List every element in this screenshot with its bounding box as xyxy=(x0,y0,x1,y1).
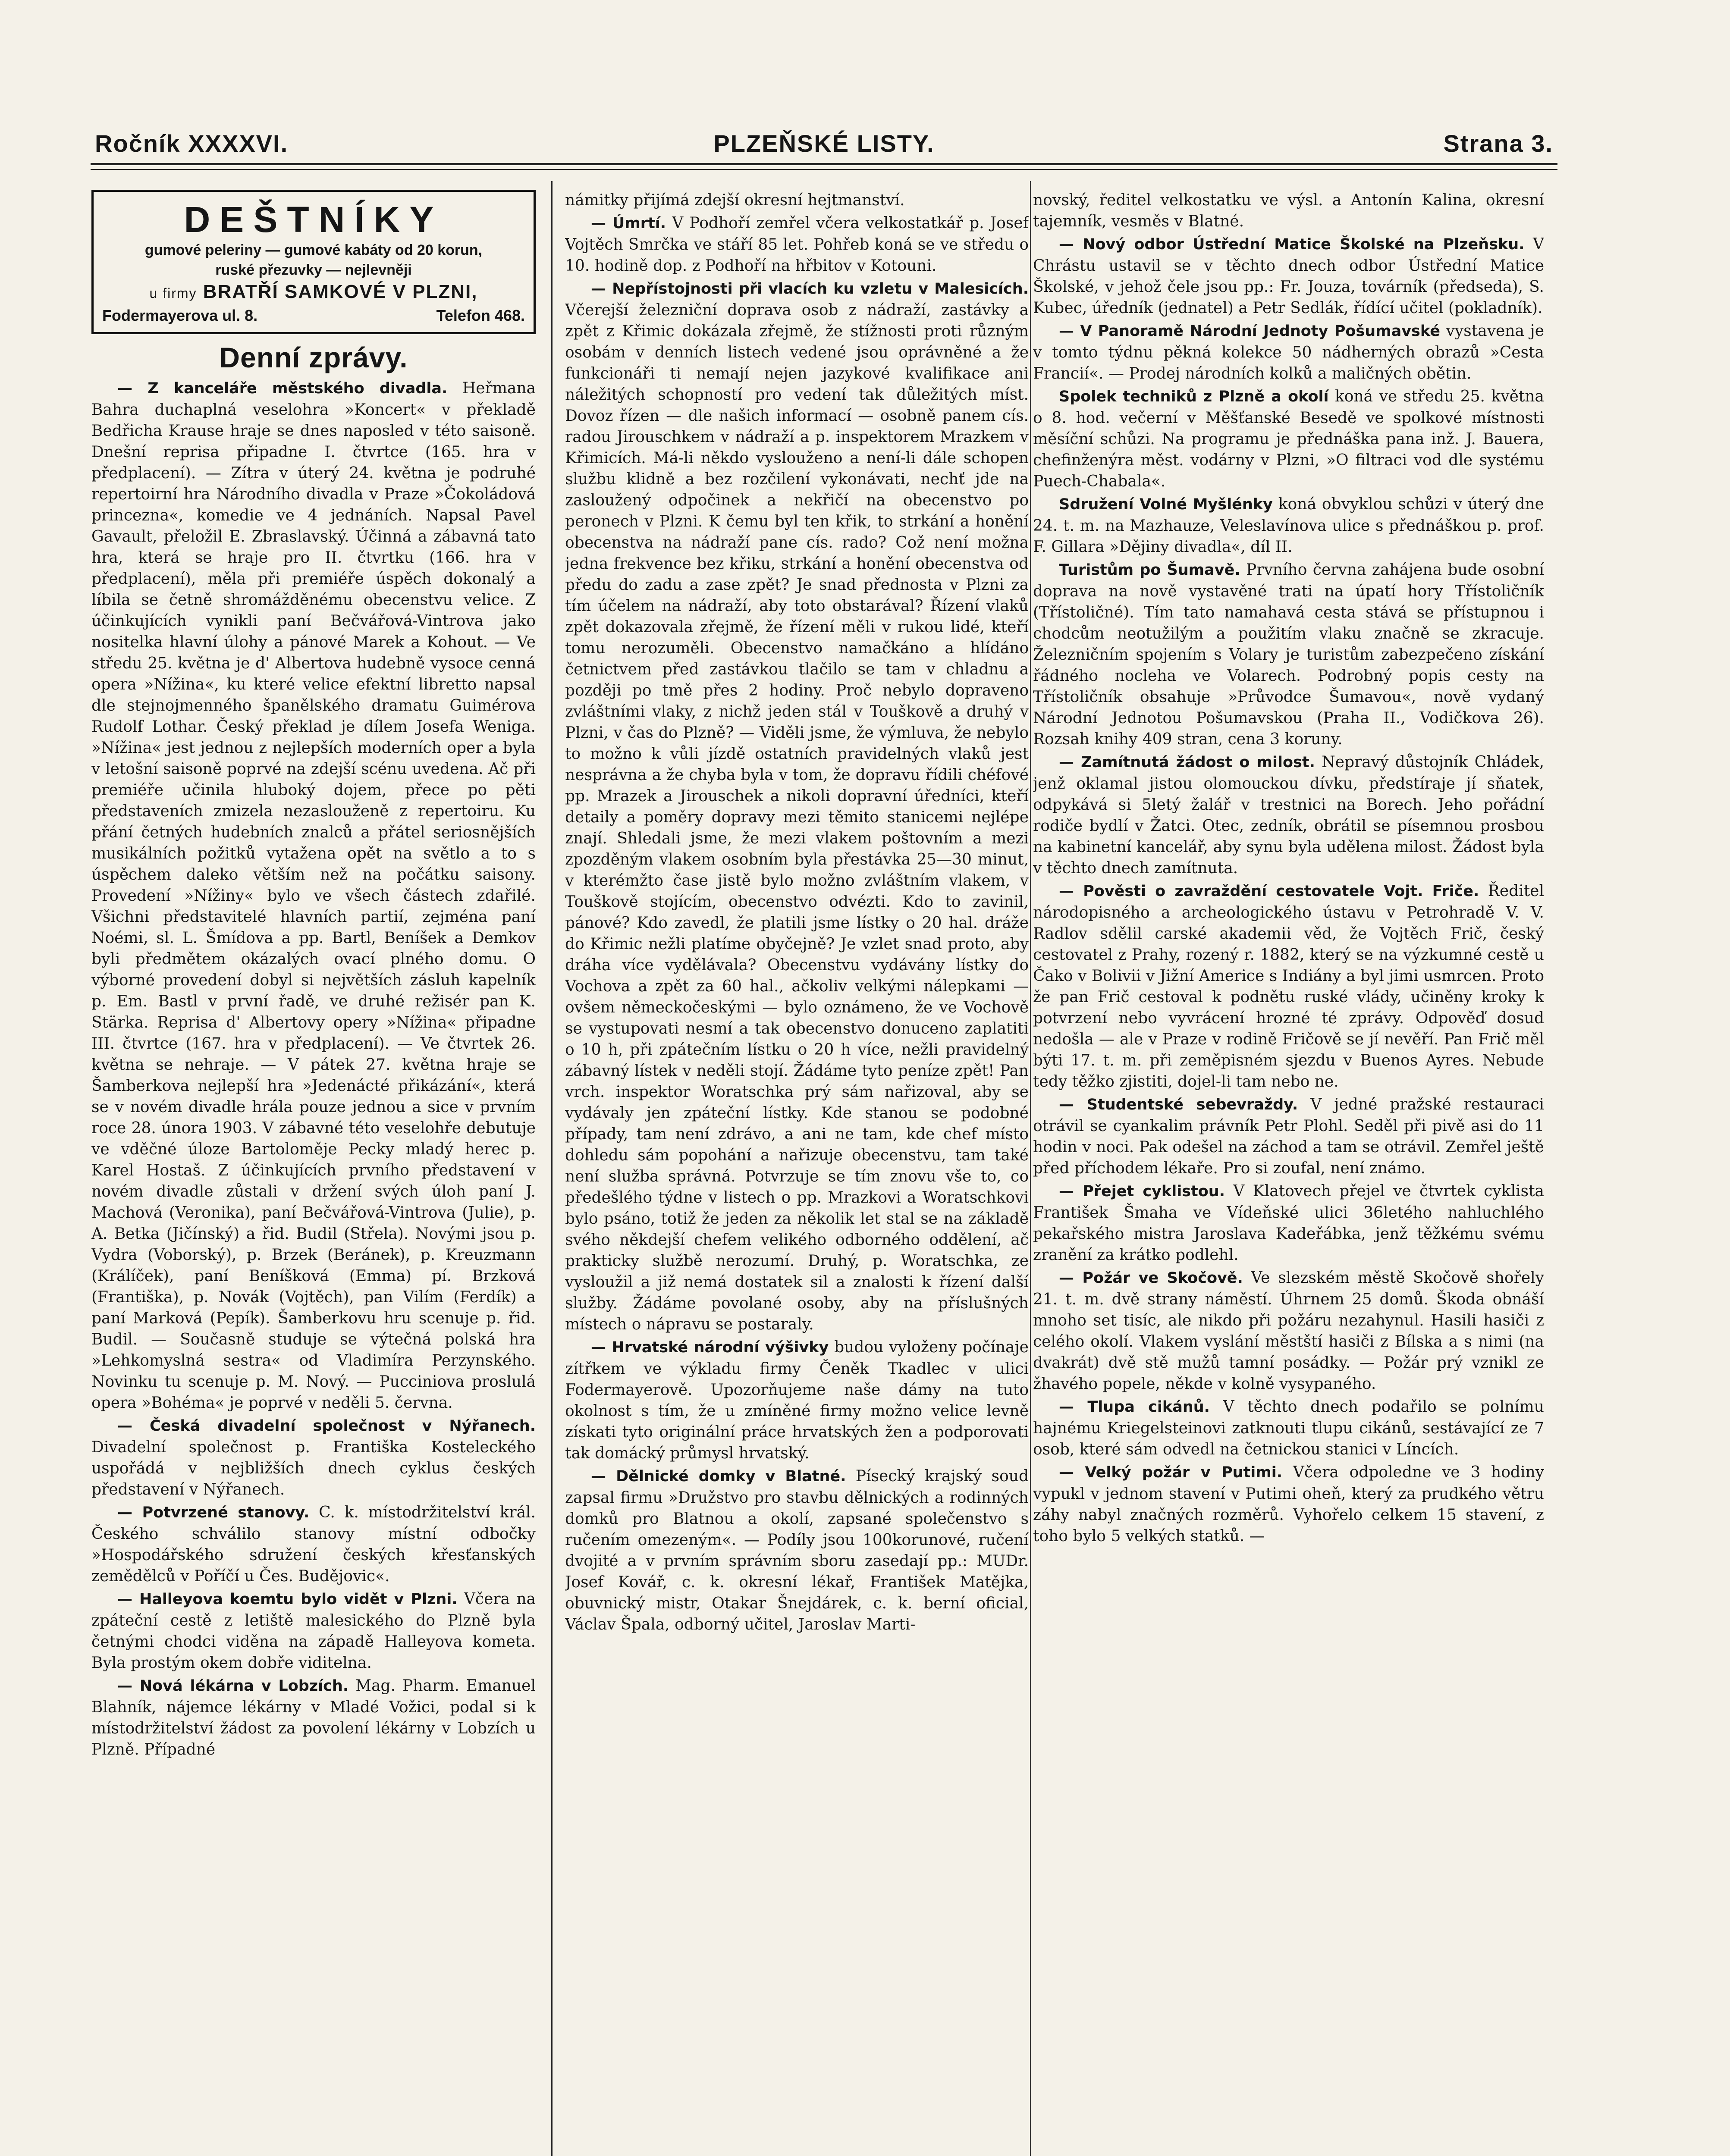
news-headline: — Nová lékárna v Lobzích. xyxy=(117,1677,349,1695)
news-item xyxy=(565,213,1029,276)
header-rule xyxy=(91,163,1557,165)
news-text: koná obvyklou schůzi v úterý dne 24. t. m. na Mazhauze, Veleslavínova ulice s přednáškou p. prof. F. Gillara »Dějiny divadla«, díl II. xyxy=(1033,495,1544,556)
news-headline: — Hrvatské národní výšivky xyxy=(591,1339,829,1356)
column-1 xyxy=(91,190,536,2156)
news-item xyxy=(565,1466,1029,1635)
news-item xyxy=(91,378,536,1413)
news-item xyxy=(1033,881,1544,1092)
column-2-items xyxy=(565,190,1029,1635)
news-item xyxy=(1033,1396,1544,1460)
news-headline: Turistům po Šumavě. xyxy=(1059,561,1240,579)
news-text: vystavena je v tomto týdnu pěkná kolekce 50 nádherných obrazů »Cesta Francií«. — Prodej národních kolků a maličných obětin. xyxy=(1033,322,1544,382)
ad-line-2: ruské přezuvky — nejlevněji xyxy=(215,262,412,278)
news-headline: — Zamítnutá žádost o milost. xyxy=(1059,754,1315,771)
news-headline: — Halleyova koemtu bylo vidět v Plzni. xyxy=(117,1591,458,1608)
news-headline: — Pověsti o zavraždění cestovatele Vojt. Friče. xyxy=(1059,883,1479,900)
news-text: Divadelní společnost p. Františka Kosteleckého uspořádá v nejbližších dnech cyklus českých představení v Nýřanech. xyxy=(91,1438,536,1498)
news-item xyxy=(1033,190,1544,232)
news-text: Včerejší železniční doprava osob z nádraží, zastávky a zpět z Křimic dokázala zřejmě, že stížnosti proti různým osobám v denních listech vedené jsou oprávněné a že funkcionáři ti nemají nejen jazykové kvalifikace ani náležitých schopností pro vedení tak důležitých míst. Dovoz řízen — dle našich informací — osobně panem cís. radou Jirouschkem v nádraží a p. inspektorem Mrazkem v Křimicích. Má-li někdo vyslouženo a není-li dále schopen službu klidně a bez rozčilení vykonávati, nechť jde na zasloužený odpočinek a nekřičí na obecenstvo po peronech v Plzni. K čemu byl ten křik, to strkání a honění obecenstva na nádraží pane cís. rado? Což není možna jedna frekvence bez křiku, strkání a honění obecenstva od předu do zadu a zase zpět? Je snad přednosta v Plzni za tím účelem na nádraží, aby toto obstarával? Řízení vlaků zpět dokazovala zřejmě, že řízení měli v rukou lidé, kteří tomu nerozuměli. Obecenstvo namačkáno a hlídáno četnictvem před zastávkou tlačilo se tam v chladnu a později po tmě přes 2 hodiny. Proč nebylo dopraveno zvláštními vlaky, z nichž jeden stál v Touškově a druhý v Plzni, v čas do Plzně? — Viděli jsme, že výmluva, že nebylo to možno k vůli jízdě ostatních pravidelných vlaků jest nesprávna a že chyba byla v tom, že dopravu řídili chéfové pp. Mrazek a Jirouschek a nikoli dopravní úředníci, kteří detaily a poměry dopravy mezi těmito stanicemi nejlépe znají. Shledali jsme, že mezi vlakem poštovním a mezi zpozděným vlakem osobním byla přestávka 25—30 minut, v kterémžto čase jistě bylo možno zvláštním vlakem, v Touškově stojícím, obecenstvo odvézti. Kdo to zavinil, pánové? Kdo zavedl, že platili jsme lístky o 20 hal. dráže do Křimic nežli platíme obyčejně? Je vzlet snad proto, aby dráha více vydělávala? Obecenstvu vydávány lístky do Vochova a zpět za 60 hal., ačkoliv velkými nálepkami — ovšem německočeskými — bylo oznámeno, že ve Vochově se vystupovati nesmí a tak obecenstvo donuceno zaplatiti o 10 h, při zpátečním lístku o 20 h více, nežli pravidelný zábavný lístek v neděli stojí. Žádáme tyto peníze zpět! Pan vrch. inspektor Woratschka prý sám nařizoval, aby se vydávaly jen zpáteční lístky. Kde stanou se podobné případy, tam není zdrávo, a ani ne tam, kde chef místo dohledu sám popohání a nařizuje obecenstvu, tam také není služba správná. Potvrzuje se tím znovu vše to, co předešlého týdne v listech o pp. Mrazkovi a Woratschkovi bylo psáno, totiž že jeden za několik let stal se na základě svého někdejší chefem velikého odborného oddělení, ač prakticky službě nerozumí. Druhý, p. Woratschka, ze vysloužil a již nemá dostatek sil a znalosti k řízení další služby. Žádáme povolané osoby, aby na příslušných místech o nápravu se postaraly. xyxy=(565,301,1029,1333)
news-text: budou vyloženy počínaje zítřkem ve výkladu firmy Čeněk Tkadlec v ulici Fodermayerově. Upozorňujeme naše dámy na tuto okolnost s tím, že u zmíněné firmy možno velice levně získati tyto originální práce hrvatských žen a podporovati tak domácký průmysl hrvatský. xyxy=(565,1338,1029,1462)
news-headline: — Velký požár v Putimi. xyxy=(1059,1464,1283,1481)
news-headline: — Studentské sebevraždy. xyxy=(1059,1096,1298,1113)
news-item xyxy=(565,1337,1029,1464)
news-headline: — Tlupa cikánů. xyxy=(1059,1398,1210,1416)
news-item xyxy=(1033,320,1544,384)
news-text: Mag. Pharm. Emanuel Blahník, nájemce lékárny v Mladé Vožici, podal si k místodržitelství žádost za povolení lékárny v Lobzích u Plzně. Případné xyxy=(91,1677,536,1758)
news-headline: — Požár ve Skočově. xyxy=(1059,1269,1243,1287)
ad-firm-prefix: u firmy xyxy=(149,285,197,301)
news-item xyxy=(1033,1181,1544,1266)
news-item xyxy=(1033,752,1544,879)
news-text: Heřmana Bahra duchaplná veselohra »Koncert« v překladě Bedřicha Krause hraje se dnes naposled v této saisoně. Dnešní reprisa připadne I. čtvrtce (165. hra v předplacení). — Zítra v úterý 24. května je podruhé repertoirní hra Národního divadla v Praze »Čokoládová princezna«, komedie ve 4 jednáních. Napsal Pavel Gavault, přeložil E. Zbraslavský. Účinná a zábavná tato hra, která se hraje pro II. čtvrtku (166. hra v předplacení), měla při premiéře úspěch dokonalý a líbila se četně shromážděnému obecenstvu velice. Z účinkujících vynikli paní Bečvářová-Vintrova jako nositelka hlavní úlohy a pánové Marek a Kohout. — Ve středu 25. května je d' Albertova hudebně vysoce cenná opera »Nížina«, ku které velice efektní libretto napsal dle stejnojmenného španělského dramatu Guimérova Rudolf Lothar. Český překlad je dílem Josefa Weniga. »Nížina« jest jednou z nejlepších moderních oper a byla v letošní saisoně poprvé na zdejší scénu uvedena. Ač při premiéře učinila hluboký dojem, přece po pěti představeních zmizela nezaslouženě z repertoiru. Ku přání četných hudebních znalců a přátel seriosnějších musikálních požitků vytažena opět na světlo a to s úspěchem daleko větším než na počátku saisony. Provedení »Nížiny« bylo ve všech částech zdařilé. Všichni představitelé hlavních partií, zejména paní Noémi, sl. L. Šmídova a pp. Bartl, Beníšek a Demkov byli předmětem okázalých ovací plného domu. O výborné provedení dobyl si největších zásluh kapelník p. Em. Bastl v první řadě, ve druhé režisér pan K. Stärka. Reprisa d' Albertovy opery »Nížina« připadne III. čtvrtce (167. hra v předplacení). — Ve čtvrtek 26. května se nehraje. — V pátek 27. května hraje se Šamberkova nejlepší hra »Jedenácté přikázání«, která se v novém divadle hrála pouze jednou a sice v prvním roce 28. února 1903. V zábavné této veselohře debutuje ve vděčné úloze Bartoloměje Pecky mladý herec p. Karel Hostaš. Z účinkujících prvního představení v novém divadle zůstali v držení svých úloh paní J. Machová (Veronika), paní Bečvářová-Vintrova (Julie), p. A. Betka (Jičínský) a řid. Budil (Střela). Novými jsou p. Vydra (Voborský), p. Brzek (Beránek), p. Kreuzmann (Králíček), paní Beníšková (Emma) pí. Brzková (Františka), p. Novák (Vojtěch), pan Vilím (Ferdík) a paní Marková (Pepík). Šamberkovu hru scenuje p. řid. Budil. — Současně studuje se výtečná polská hra »Lehkomyslná sestra« od Vladimíra Perzynského. Novinku tu scenuje p. M. Nový. — Pucciniova proslulá opera »Bohéma« je poprvé v neděli 5. června. xyxy=(91,379,536,1412)
news-headline: Sdružení Volné Myšlénky xyxy=(1059,496,1273,513)
column-1-items xyxy=(91,378,536,1760)
news-item xyxy=(1033,1094,1544,1179)
ad-address: Fodermayerova ul. 8. xyxy=(102,307,258,324)
section-title: Denní zprávy. xyxy=(219,342,408,373)
ad-line-1: gumové peleriny — gumové kabáty od 20 korun, xyxy=(144,242,483,258)
news-item xyxy=(91,1675,536,1760)
news-item xyxy=(1033,1267,1544,1395)
news-text: V Podhoří zemřel včera velkostatkář p. Josef Vojtěch Smrčka ve stáří 85 let. Pohřeb koná se ve středu o 10. hodině dop. z Podhoří na hřbitov v Kotouni. xyxy=(565,214,1029,275)
news-text: V Klatovech přejel ve čtvrtek cyklista František Šmaha ve Vídeňské ulici 36letého nahluchlého pekařského mistra Jaroslava Kadeřábka, jenž těžkému svému zranění za krátko podlehl. xyxy=(1033,1182,1544,1264)
news-headline: — Nepřístojnosti při vlacích ku vzletu v Malesicích. xyxy=(591,280,1029,298)
news-text: Písecký krajský soud zapsal firmu »Družstvo pro stavbu dělnických a rodinných domků pro Blatnou a okolí, zapsané společenstvo s ručením omezeným«. — Podíly jsou 100korunové, ručení dvojité a v prvním správním sboru zasedají pp.: MUDr. Josef Kovář, c. k. okresní lékař, František Matějka, obuvnický mistr, Otakar Šnejdárek, c. k. berní oficial, Václav Špala, odborný učitel, Jaroslav Marti- xyxy=(565,1467,1029,1633)
news-text: Včera odpoledne ve 3 hodiny vypukl v jednom stavení v Putimi oheň, který za prudkého větru záhy nabyl značných rozměrů. Vyhořelo celkem 15 stavení, z toho bylo 5 velkých statků. — xyxy=(1033,1463,1544,1545)
news-text: V Chrástu ustavil se v těchto dnech odbor Ústřední Matice Školské, v jehož čele jsou pp.: Fr. Jouza, továrník (předseda), S. Kubec, úředník (jednatel) a Petr Sedlák, řídící učitel (pokladník). xyxy=(1033,235,1544,317)
page-number: Strana 3. xyxy=(1443,130,1553,157)
column-3 xyxy=(1033,190,1544,2156)
news-headline: — Dělnické domky v Blatné. xyxy=(591,1468,846,1485)
ad-firm xyxy=(102,280,525,305)
newspaper-title: PLZEŇSKÉ LISTY. xyxy=(713,130,935,157)
news-text: Včera na zpáteční cestě z letiště malesického do Plzně byla četnými chodci viděna na západě Halleyova kometa. Byla prostým okem dobře viditelna. xyxy=(91,1590,536,1672)
news-text: V jedné pražské restauraci otrávil se cyankalim právník Petr Plohl. Seděl při pivě asi do 11 hodin v noci. Pak odešel na záchod a tam se otrávil. Zemřel ještě před příchodem lékaře. Pro si zoufal, není známo. xyxy=(1033,1096,1544,1177)
news-headline: — Z kanceláře městského divadla. xyxy=(117,380,448,397)
news-item xyxy=(1033,386,1544,492)
news-item xyxy=(91,1502,536,1587)
column-divider-1 xyxy=(551,181,553,2156)
header-rule-thin xyxy=(91,169,1557,170)
news-text: Prvního června zahájena bude osobní doprava na nově vystavěné trati na úpatí hory Třístoličník (Třístoličné). Tím tato namahavá cesta stává se přístupnou i chodcům neotužilým a použitím vlaku značně se zkracuje. Železničním spojením s Volary je turistům zabezpečeno získání řádného nocleha ve Volarech. Podrobný popis cesty na Třístoličník obsahuje »Průvodce Šumavou«, nově vydaný Národní Jednotou Pošumavskou (Praha II., Vodičkova 26). Rozsah knihy 409 stran, cena 3 koruny. xyxy=(1033,561,1544,748)
news-headline: — Potvrzené stanovy. xyxy=(117,1504,310,1521)
news-text: Nepravý důstojník Chládek, jenž oklamal jistou olomouckou dívku, předstíraje jí sňatek, odpykává si 5letý žalář v trestnici na Borech. Jeho pořádní rodiče bydlí v Žatci. Otec, zedník, obrátil se písemnou prosbou na kabinetní kancelář, aby synu byla udělena milost. Žádost byla v těchto dnech zamítnuta. xyxy=(1033,753,1544,877)
umbrella-advertisement xyxy=(91,190,536,334)
news-text: C. k. místodržitelství král. Českého schválilo stanovy místní odbočky »Hospodářského sdružení českých křesťanských zemědělců v Poříčí u Čes. Budějovic«. xyxy=(91,1504,536,1585)
news-item xyxy=(91,1415,536,1500)
news-headline: — Přejet cyklistou. xyxy=(1059,1183,1225,1200)
column-divider-2 xyxy=(1030,181,1031,2156)
news-headline: Spolek techniků z Plzně a okolí xyxy=(1059,388,1329,405)
column-2 xyxy=(565,190,1029,2156)
news-item xyxy=(565,190,1029,211)
news-headline: — Česká divadelní společnost v Nýřanech. xyxy=(117,1417,536,1435)
news-item xyxy=(565,278,1029,1335)
news-item xyxy=(1033,494,1544,558)
news-text: novský, ředitel velkostatku ve výsl. a Antonín Kalina, okresní tajemník, vesměs v Blatné. xyxy=(1033,191,1544,230)
ad-title: DEŠTNÍKY xyxy=(184,199,443,240)
news-text: koná ve středu 25. května o 8. hod. večerní v Měšťanské Besedě ve spolkové místnosti měsíční schůzi. Na programu je přednáška pana inž. J. Bauera, chefinženýra měst. vodárny v Plzni, »O filtraci vod dle systému Puech-Chabala«. xyxy=(1033,388,1544,490)
news-headline: — Úmrtí. xyxy=(591,215,666,232)
news-headline: — Nový odbor Ústřední Matice Školské na Plzeňsku. xyxy=(1059,236,1525,253)
ad-firm-name: BRATŘÍ SAMKOVÉ V PLZNI, xyxy=(203,281,478,302)
news-headline: — V Panoramě Národní Jednoty Pošumavské xyxy=(1059,323,1440,340)
news-item xyxy=(91,1589,536,1673)
news-text: námitky přijímá zdejší okresní hejtmanství. xyxy=(565,191,905,209)
ad-phone: Telefon 468. xyxy=(436,307,525,324)
column-3-items xyxy=(1033,190,1544,1547)
ad-contact xyxy=(102,305,525,326)
volume-number: Ročník XXXXVI. xyxy=(95,130,289,157)
page-header xyxy=(95,129,1553,160)
news-text: Ředitel národopisného a archeologického ústavu v Petrohradě V. V. Radlov sdělil carské akademii věd, že Vojtěch Frič, český cestovatel z Prahy, rozený r. 1882, který se na výzkumné cestě u Čako v Bolivii v Jižní Americe s Indiány a byl jimi usmrcen. Proto že pan Frič cestoval k podnětu ruské vlády, učiněny kroky k potvrzení nebo vyvrácení hrozné té zprávy. Odpověď dosud nedošla — ale v Praze v rodině Fričově se jí nevěří. Pan Frič měl býti 17. t. m. při zeměpisném sjezdu v Buenos Ayres. Nebude tedy těžko zjistiti, dojel-li tam nebo ne. xyxy=(1033,882,1544,1091)
news-text: V těchto dnech podařilo se polnímu hajnému Kriegelsteinovi zatknouti tlupu cikánů, sestávající ze 7 osob, které sám odvedl na četnickou stanici v Líncích. xyxy=(1033,1398,1544,1458)
news-item xyxy=(1033,559,1544,750)
news-item xyxy=(1033,234,1544,319)
news-item xyxy=(1033,1462,1544,1547)
news-text: Ve slezském městě Skočově shořely 21. t. m. dvě strany náměstí. Úhrnem 25 domů. Škoda obnáší mnoho set tisíc, ale nikdo při požáru nezahynul. Hasili hasiči z celého okolí. Vlakem vyslání městští hasiči z Bílska a s nimi (na dvakrát) dvě stě mužů tamní posádky. — Požár prý vznikl ze žhavého popele, někde v kolně vysypaného. xyxy=(1033,1269,1544,1393)
